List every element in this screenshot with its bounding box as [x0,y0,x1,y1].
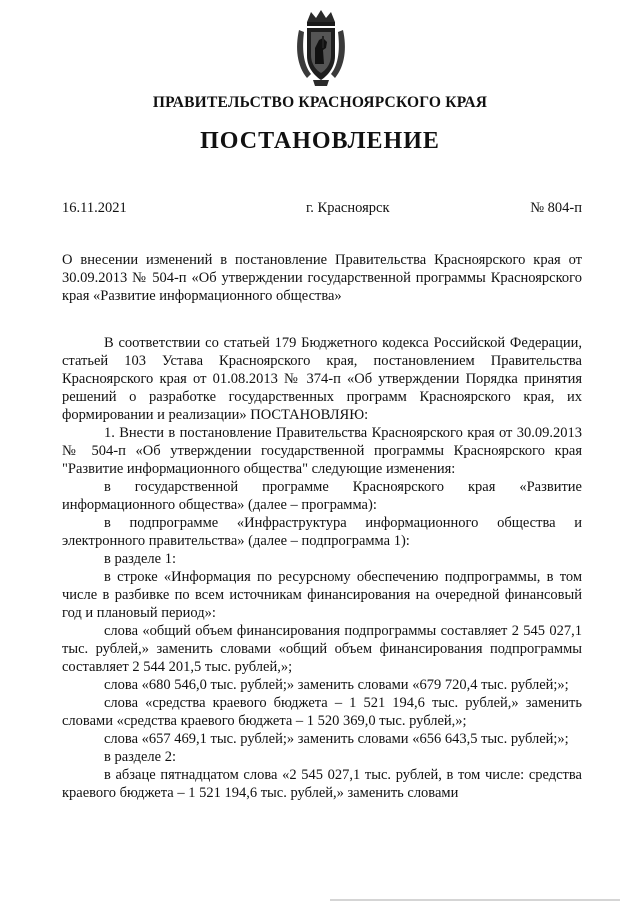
body-paragraph: слова «общий объем финансирования подпрограммы составляет 2 545 027,1 тыс. рублей,» заменить словами «общий объем финансирования подпрограммы составляет 2 544 201,5 тыс. рублей,»; [62,623,582,675]
document-meta [62,199,582,219]
document-body [62,334,582,802]
body-paragraph: в абзаце пятнадцатом слова «2 545 027,1 тыс. рублей, в том числе: средства краевого бюджета – 1 521 194,6 тыс. рублей,» заменить словами [62,767,582,801]
body-paragraph: слова «657 469,1 тыс. рублей;» заменить словами «656 643,5 тыс. рублей;»; [104,731,569,747]
body-paragraph: в разделе 2: [104,749,177,765]
body-paragraph: в подпрограмме «Инфраструктура информационного общества и электронного правительства» (далее – подпрограмма 1): [62,515,582,549]
document-number: № 804-п [530,200,582,216]
document-subject: О внесении изменений в постановление Правительства Красноярского края от 30.09.2013 № 504-п «Об утверждении государственной программы Красноярского края «Развитие информационного общества» [62,252,582,304]
body-paragraph: в разделе 1: [104,551,177,567]
body-paragraph: в государственной программе Красноярского края «Развитие информационного общества» (далее – программа): [62,479,582,513]
krasnoyarsk-coat-of-arms-icon [293,8,349,88]
body-paragraph: слова «680 546,0 тыс. рублей;» заменить словами «679 720,4 тыс. рублей;»; [104,677,569,693]
document-city: г. Красноярск [306,200,390,216]
document-type: ПОСТАНОВЛЕНИЕ [200,128,440,154]
body-paragraph: слова «средства краевого бюджета – 1 521 194,6 тыс. рублей,» заменить словами «средства краевого бюджета – 1 520 369,0 тыс. рублей,»; [62,695,582,729]
document-date: 16.11.2021 [62,200,127,216]
body-paragraph: В соответствии со статьей 179 Бюджетного кодекса Российской Федерации, статьей 103 Устава Красноярского края, постановлением Правительства Красноярского края от 01.08.2013 № 374-п «Об утверждении Порядка принятия решений о разработке государственных программ Красноярского края, их формировании и реализации» ПОСТАНОВЛЯЮ: [62,335,582,423]
scan-artifact [330,899,620,901]
body-paragraph: 1. Внести в постановление Правительства Красноярского края от 30.09.2013 № 504-п «Об утверждении государственной программы Красноярского края "Развитие информационного общества" следующие изменения: [62,425,582,477]
body-paragraph: в строке «Информация по ресурсному обеспечению подпрограммы, в том числе в разбивке по всем источникам финансирования на очередной финансовый год и плановый период»: [62,569,582,621]
government-name: ПРАВИТЕЛЬСТВО КРАСНОЯРСКОГО КРАЯ [152,94,488,111]
